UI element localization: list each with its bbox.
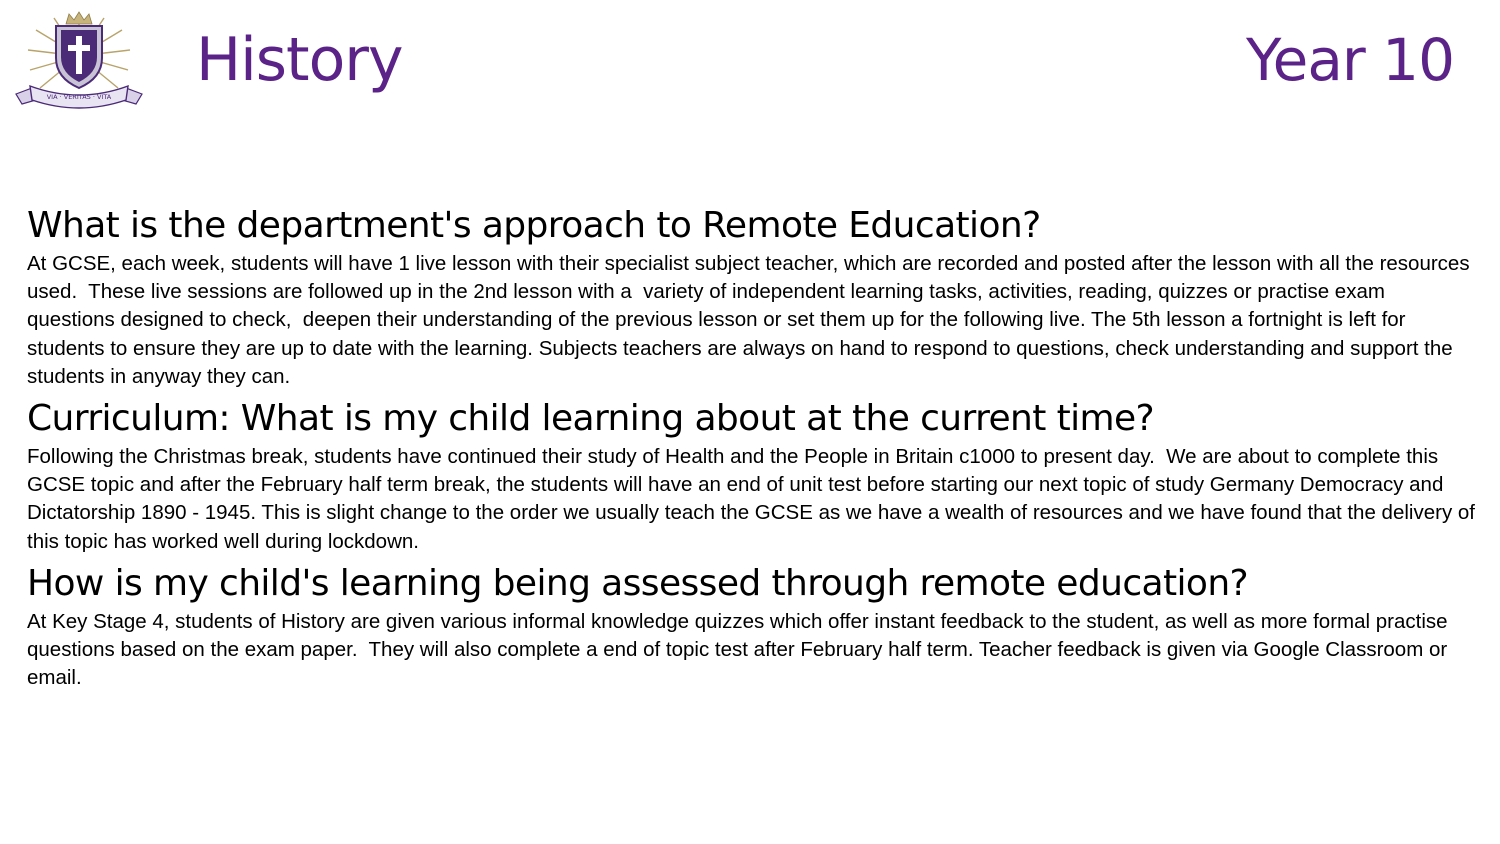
section-body: At Key Stage 4, students of History are given various informal knowledge quizzes which offer instant feedback to the student, as well as more formal practise questions based on the exam paper. They will also complete a end of topic test after February half term. Teacher feedback is given via Google Classroom or email. xyxy=(27,609,1454,690)
main-content xyxy=(27,202,1481,696)
section-curriculum xyxy=(27,395,1481,556)
school-crest-icon xyxy=(14,8,144,114)
section-body: Following the Christmas break, students have continued their study of Health and the People in Britain c1000 to present day. We are about to complete this GCSE topic and after the February half term break, the students will have an end of unit test before starting our next topic of study Germany Democracy and Dictatorship 1890 - 1945. This is slight change to the order we usually teach the GCSE as we have a wealth of resources and we have found that the delivery of this topic has worked well during lockdown. xyxy=(27,445,1481,553)
section-heading: How is my child's learning being assessed through remote education? xyxy=(27,562,1249,604)
section-heading: What is the department's approach to Remote Education? xyxy=(27,205,1041,246)
crest-crown-icon xyxy=(66,12,92,24)
subject-title: History xyxy=(196,25,403,95)
section-body: At GCSE, each week, students will have 1 live lesson with their specialist subject teacher, which are recorded and posted after the lesson with all the resources used. These live sessions are followed up in the 2nd lesson with a variety of independent learning tasks, activities, reading, quizzes or practise exam questions designed to check, deepen their understanding of the previous lesson or set them up for the following live. The 5th lesson a fortnight is left for students to ensure they are up to date with the learning. Subjects teachers are always on hand to respond to questions, check understanding and support the students in anyway they can. xyxy=(27,252,1476,388)
crest-motto: VIA · VERITAS · VITA xyxy=(46,93,112,101)
crest-ribbon-icon xyxy=(16,86,142,108)
section-heading: Curriculum: What is my child learning about at the current time? xyxy=(27,398,1155,440)
section-assessment xyxy=(27,560,1477,693)
section-remote-approach xyxy=(27,202,1477,391)
crest-shield-icon xyxy=(56,26,102,88)
year-title: Year 10 xyxy=(1245,26,1454,94)
